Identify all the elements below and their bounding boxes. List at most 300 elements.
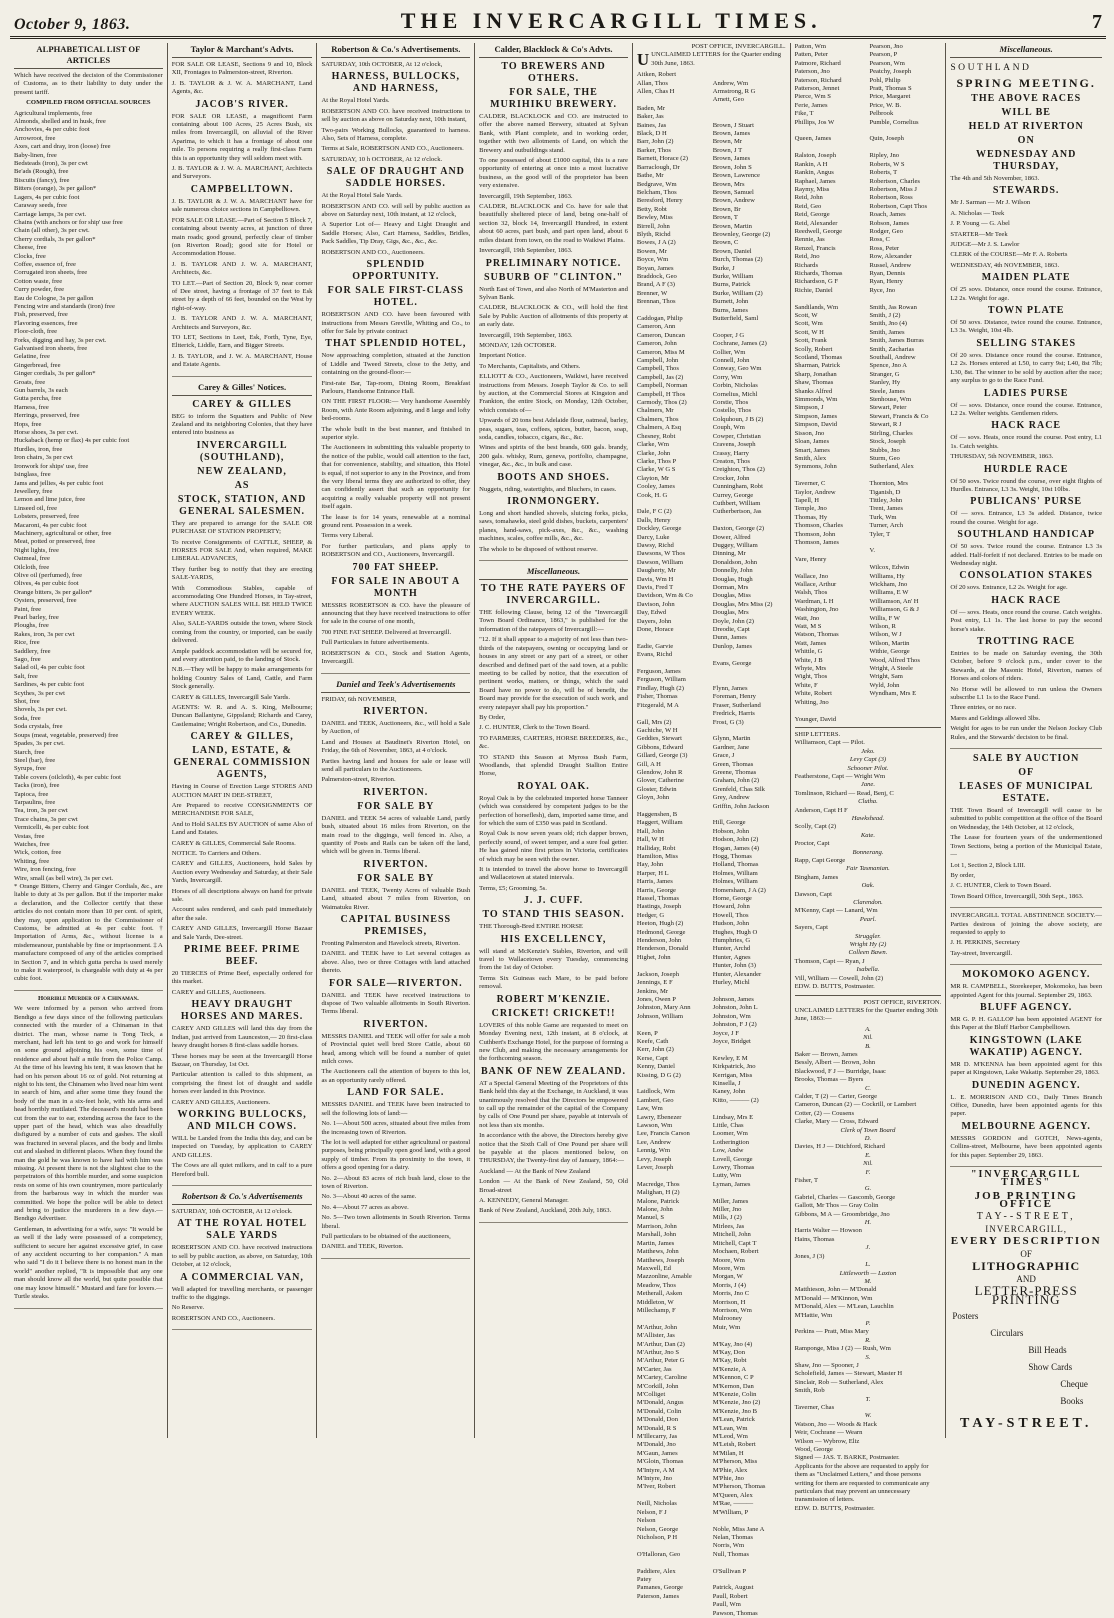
tariff-item: Paint, free — [14, 605, 42, 613]
race-line: CONSOLATION STAKES — [959, 570, 1093, 582]
addressee-name: Stewart, Peter — [869, 404, 907, 412]
addressee-name: Reid, Jno — [794, 253, 820, 261]
daniel-teek-ads — [321, 696, 470, 1259]
addressee-name: O'Sullivan P — [712, 1567, 746, 1575]
addressee-name — [637, 962, 710, 970]
addressee-name: M'Lean, Wm — [712, 1424, 748, 1432]
tariff-item: Scythes, 3s per cwt — [14, 689, 65, 697]
tariff-item: Cherry cordials, 3s per gallon* — [14, 235, 96, 243]
addressee-name: O'Halloran, Geo — [636, 1550, 681, 1558]
misc-paragraph: Gentleman, in advertising for a wife, says: "It would be as well if the lady were possessed of a competency, sufficient to secure her against excessive grief, in case of any accident occurring to her companion." A man who said "I do it I believe there is no honest man in the world" another replied, "It is impossible that any one man should know all the world, but quite possible that one may know himself." Mustard and fare for lovers.—Turtle steaks. — [14, 1225, 163, 1301]
ad-paragraph: ROBERT M'KENZIE. — [496, 993, 611, 1005]
ship-letters-heading: SHIP LETTERS. — [794, 730, 841, 738]
race-title: SPRING MEETING. — [956, 76, 1096, 90]
addressee-name: Allen, Chas H — [636, 88, 675, 96]
addressee-name: V. — [869, 547, 875, 555]
tariff-item: Pearl barley, free — [14, 614, 59, 621]
addressee-name — [869, 472, 941, 480]
race-line: JUDGE—Mr J. S. Lawlor — [950, 241, 1020, 249]
addressee-name — [869, 295, 941, 303]
ad-paragraph: HARNESS, BULLOCKS, AND HARNESS, — [331, 71, 460, 95]
addressee-name: Hughes, Hugh O — [712, 928, 758, 936]
addressee-name: Tyler, T — [869, 530, 891, 538]
addressee-name: Cameron, Miss M — [636, 348, 685, 356]
ad-paragraph: RIVERTON. — [363, 705, 429, 717]
tariff-item: Rice, free — [14, 639, 40, 647]
addressee-name: Douglas, Hugh — [712, 575, 753, 583]
addressee-name: Whiting, Jno — [794, 698, 829, 706]
ad-paragraph: First-rate Bar, Tap-room, Dining Room, Breakfast Parlours, Handsome Entrance Hall. — [321, 379, 471, 395]
addressee-name: Flynn, James — [712, 684, 748, 692]
letter-entry: M. — [864, 1277, 872, 1285]
addressee-name: Lever, Joseph — [636, 1164, 674, 1172]
ad-paragraph: Ample paddock accommodation will be secured for, and every attention paid, to the landing of Stock. — [171, 647, 313, 663]
agency-line: BLUFF AGENCY. — [980, 1001, 1073, 1013]
ad-paragraph: CALDER, BLACKLOCK & CO., will hold the first Sale by Public Auction of allotments of this property at an early date. — [479, 304, 628, 329]
addressee-name: Brown, Lawrence — [712, 172, 760, 180]
addressee-name: Turk, Wm — [869, 513, 897, 521]
race-line: HELD AT RIVERTON — [968, 121, 1084, 132]
ad-paragraph: CAREY and GILLES, Auctioneers, hold Sales by Auction every Wednesday and Saturday, at their Sale Yards, Invercargill. — [171, 860, 313, 885]
addressee-name: Jackson, Joseph — [636, 970, 680, 978]
addressee-name: Robertson, Capt Thos — [869, 202, 928, 210]
ad-paragraph: Town Board Office, Invercargill, 30th Sept., 1863. — [950, 892, 1084, 900]
addressee-name: Boyce, Wm — [636, 256, 669, 264]
addressee-name: Hunter, Archd — [712, 945, 751, 953]
addressee-name: Lindsay, Mrs E — [712, 1113, 754, 1121]
addressee-name: Kitto, ——— (2) — [712, 1096, 759, 1104]
addressee-name: M'Leish, Robert — [712, 1441, 756, 1449]
ad-paragraph: FOR SALE—RIVERTON. — [329, 977, 463, 989]
addressee-name: Price, W. B. — [869, 101, 902, 109]
addressee-name: Nicholson, P H — [636, 1533, 678, 1541]
tariff-item: Hops, free — [14, 420, 42, 428]
letter-entry: Vill, William — Cowell, John (2) — [794, 974, 884, 982]
addressee-name: Cook, H. G — [636, 491, 668, 499]
job-of: OF — [1020, 1248, 1032, 1259]
addressee-name: Caddogan, Philip — [636, 315, 683, 322]
addressee-name: Lee, Andrew — [636, 1138, 671, 1146]
addressee-name: Brownley, George (2) — [712, 230, 771, 238]
column-5 — [633, 43, 791, 1617]
addressee-name: Jennings, E F — [636, 979, 673, 987]
addressee-name: Nelson, F J — [636, 1508, 667, 1516]
addressee-name: Robertson, Charles — [869, 177, 920, 185]
addressee-name: Smith, James Burras — [869, 337, 924, 345]
addressee-name: M'Iver, Robert — [636, 1483, 676, 1491]
murder-story — [14, 995, 163, 1309]
addressee-name: Lambert, Geo — [636, 1096, 674, 1104]
addressee-name: Shaw, Thomas — [794, 379, 834, 387]
addressee-name: M'Leod, Wm — [712, 1433, 748, 1441]
ad-paragraph: The Lease for fourteen years of the undermentioned Town Sections, being a portion of the Municipal Estate,— — [950, 834, 1103, 859]
addressee-name: Williamson, G & J — [869, 606, 919, 614]
addressee-name: Williams, Hy — [869, 572, 905, 580]
unclaimed-letters-heading — [637, 51, 786, 68]
tariff-item: Rakes, iron, 3s per cwt — [14, 630, 75, 638]
addressee-name: Neill, Nicholas — [636, 1500, 677, 1508]
addressee-name: Johnson, James — [712, 995, 754, 1003]
addressee-name: Taylor, Andrew — [794, 488, 836, 496]
addressee-name: Simpson, David — [794, 421, 838, 429]
addressee-name: M'William, P — [712, 1508, 749, 1516]
addressee-name: M'Carter, Jas — [636, 1365, 672, 1373]
addressee-name: Manuel, S — [636, 1214, 664, 1222]
addressee-name: Spence, Jno A — [869, 362, 907, 370]
addressee-name — [713, 1332, 786, 1340]
letter-entry: EDW. D. BUTTS, Postmaster. — [794, 1504, 875, 1512]
ad-paragraph: ROYAL OAK. — [517, 780, 590, 792]
addressee-name: Kerrigan, Miss — [712, 1071, 753, 1079]
addressee-name: Douglas, Mrs Miss (2) — [712, 600, 773, 608]
addressee-name: M'Gaun, James — [636, 1449, 678, 1457]
job-every: EVERY DESCRIPTION — [950, 1235, 1102, 1248]
addressee-name: Simpson, James — [794, 412, 838, 420]
addressee-name: Eadie, Garvie — [636, 642, 674, 650]
ad-paragraph: OF — [1018, 767, 1035, 779]
addressee-name: M'Kernon, Dan — [712, 1382, 754, 1390]
addressee-name: Noble, Miss Jane A — [712, 1525, 765, 1533]
tariff-item: Saddlery, free — [14, 647, 51, 655]
addressee-name: Lyman, James — [712, 1180, 751, 1188]
letter-entry: Fair Tasmanian. — [846, 865, 890, 873]
addressee-name: Richards — [794, 261, 819, 269]
job-and: AND — [1016, 1273, 1036, 1284]
ad-paragraph: 20 TIERCES of Prime Beef, especially ordered for this market. — [171, 970, 313, 986]
addressee-name — [637, 1492, 710, 1500]
letter-entry: Harris Walter — Howson — [794, 1227, 862, 1235]
letter-entry: H. — [864, 1219, 872, 1227]
tariff-item: Steel (bar), free — [14, 756, 56, 764]
addressee-name: Martin, James — [636, 1239, 675, 1247]
addressee-name: M'Gloin, Thomas — [636, 1458, 684, 1466]
addressee-name: Fraser, Sutherland — [712, 701, 761, 709]
letter-entry: Oak. — [861, 882, 875, 890]
addressee-name: Howell, Thos — [712, 911, 749, 919]
ad-paragraph: IRONMONGERY. — [507, 496, 600, 508]
addressee-name: Haggert, William — [636, 819, 683, 827]
tariff-notes: * Orange Bitters, Cherry and Ginger Cordials, &c., are liable to duty at 3s per gallon. But if the importer make a declaration, and the Collector certify that these articles do not contain more than 10 per cent. of spirit, they may, upon application to the Commissioner of Customs, be admitted at 4s per cubic foot. † Importation of Arms, &c., without license is a misdemeanour, punishable by fine or imprisonment. ‡ A manufacture composed of any of the articles comprised in Section 7, and in which gutta percha is used merely to make it waterproof, is chargeable with duty at 4s per cubic foot. — [14, 883, 163, 983]
ad-paragraph: LOVERS of this noble Game are requested to meet on Monday Evening next, 12th instant, at 8 o'clock, at Cuthbert's Exchange Hotel, for the purpose of forming a new Club, and making the necessary arrangements for the forthcoming season. — [479, 1021, 628, 1063]
agency-line: MOKOMOKO AGENCY. — [961, 969, 1091, 981]
addressee-name: Dawsons, W Thos — [636, 550, 686, 558]
ad-paragraph: BOOTS AND SHOES. — [497, 471, 610, 483]
addressee-name: Patrick, August — [712, 1584, 754, 1592]
addressee-name: Heeton, Hugh (2) — [636, 920, 684, 928]
letter-entry: Wood, George — [794, 1446, 833, 1454]
addressee-name: Currey, George — [712, 491, 754, 499]
issue-date: October 9, 1863. — [14, 16, 131, 33]
letter-entry: Watson, Jno — Woods & Hack — [794, 1420, 877, 1428]
ad-paragraph: They are prepared to arrange for the SALE OR PURCHASE OF STATION PROPERTY; — [171, 519, 313, 536]
race-line: HACK RACE — [991, 420, 1062, 432]
addressee-name: Hunter, John (3) — [712, 962, 756, 970]
post-office-label: POST OFFICE, INVERCARGILL. — [691, 43, 786, 50]
murder-story-body: We were informed by a person who arrived from Bendigo a few days since of the following particulars connected with the murder of a Chinaman in that district. The man, whose name is Tong Teck, a merchant, had left his tent to go and work for himself on some ground adjoining his own, some time of residence and about half a mile from the Police Camp. At the time of his leaving his tent, it was known that he had on his person about 16 oz of gold. Not returning at night to his tent, the Chinamen who lived near him went in search of him, and after some time they found the body of the man in a six-feet hole, with his arms and head horribly mutilated. The deceased's mouth had been cut from the ear to ear, extending across the face to the upper part of the head, which was also dreadfully disfigured by a number of cuts and gashes. The skull was fractured in several places, and the body and limbs cut and slashed in different places. When they found the man the gold he was known to have had with him was missing. At present there is not the slightest clue to the perpetrators of this horrible murder, and some suspicion rests on some of his own countrymen, more particularly from the barbarous way in which the murder was committed. We hope the police will be able to detect and bring to justice the murderers in a few days.—Bendigo Advertiser. — [14, 1005, 163, 1223]
addressee-name: Stranger, G — [869, 370, 900, 378]
ad-paragraph: J. B. TAYLOR & J. W. A. MARCHANT have for sale numerous choice sections in Campbelltown. — [171, 197, 313, 214]
tariff-item: Orange bitters, 3s per gallon* — [14, 588, 93, 596]
addressee-name: M'Intyre, Jno — [636, 1475, 673, 1483]
addressee-name: Foreman, Henry — [712, 693, 756, 701]
race-line: TOWN PLATE — [987, 305, 1065, 317]
addressee-name: Ferguson, William — [636, 676, 686, 684]
addressee-name: Johnston, Mary Ann — [636, 1004, 691, 1012]
addressee-name: Brown, J Stuart — [712, 121, 754, 129]
addressee-name — [637, 307, 710, 315]
ad-paragraph: AT THE ROYAL HOTEL SALE YARDS — [177, 1218, 307, 1242]
addressee-name: Morgan, W — [712, 1273, 743, 1281]
tariff-item: Salt, free — [14, 672, 38, 680]
addressee-name: Brown, Mrs — [712, 180, 745, 188]
ad-paragraph: PRELIMINARY NOTICE. — [485, 257, 622, 269]
ad-paragraph: J. C. HUNTER, Clerk to Town Board. — [950, 882, 1052, 890]
job-street: TAY--STREET, — [976, 1210, 1076, 1222]
letter-entry: Dawson, Capt — [794, 890, 832, 898]
addressee-name: Sutherland, Alex — [869, 463, 914, 471]
ad-paragraph: FOR SALE FIRST-CLASS HOTEL. — [327, 285, 464, 309]
addressee-name: Beresford, Henry — [636, 197, 683, 205]
race-line: Entries to be made on Saturday evening, the 30th October, before 9 o'clock p.m., under cover to the Stewards, at the Masonic Hotel, Riverton, names of Horses and colors of riders. — [950, 650, 1103, 683]
addressee-name — [795, 707, 867, 715]
addressee-name: M'Kenzie, Jno B — [712, 1407, 757, 1415]
addressee-name: Chalmers, Thos — [636, 415, 679, 423]
ad-paragraph: Royal Oak is by the celebrated imported horse Tanneer (which was considered by competent judges to be the perfection of horseflesh), dam, imported same time, and for which the sum of £350 was paid in Scotland. — [479, 794, 628, 827]
tariff-item: Groats, free — [14, 378, 46, 386]
addressee-name: Mazzonline, Amable — [636, 1273, 692, 1281]
addressee-name: Simmonds, Wm — [794, 396, 838, 404]
addressee-name: Hogan, James (4) — [712, 844, 760, 852]
addressee-name: Stubbs, Jno — [869, 446, 900, 454]
addressee-name: Reid, Geo — [794, 202, 822, 210]
addressee-name: Johnston, F J (2) — [712, 1021, 757, 1029]
addressee-name: Burns, James — [712, 306, 748, 314]
addressee-name: Richards, Thomas — [794, 269, 843, 277]
addressee-name: Wilson, W J — [869, 631, 902, 639]
tariff-item: Agricultural implements, free — [14, 109, 93, 117]
addressee-name: Rodger, Geo — [869, 227, 903, 235]
addressee-name: Griffin, John Jackson — [712, 802, 770, 810]
ad-paragraph: J. B. TAYLOR & J. W. A. MARCHANT, Architects and Surveyors. — [171, 165, 313, 181]
tariff-item: Lagers, 4s per cubic foot — [14, 193, 80, 201]
letter-entry: Thomson, Capt — Ryan, J — [794, 957, 865, 965]
addressee-name: Levy, Joseph — [636, 1155, 672, 1163]
tariff-item: Gelatine, free — [14, 353, 50, 361]
addressee-name — [795, 144, 867, 152]
ad-paragraph: No. 4—About 77 acres as above. — [321, 1203, 409, 1211]
letter-entry: Taverner, Chas — [794, 1404, 835, 1411]
addressee-name: Burke, William — [712, 272, 754, 280]
addressee-name: Jones, Owen P — [636, 995, 676, 1003]
tariff-item: Be'ads (Rough), free — [14, 168, 69, 176]
tariff-item: Oilcloth, free — [14, 563, 50, 571]
addressee-name: Hunter, Alexander — [712, 970, 762, 978]
ad-paragraph: RIVERTON. — [363, 786, 429, 798]
letter-entry: G. — [864, 1185, 872, 1193]
murder-story-title: Horrible Murder of a Chinaman. — [37, 994, 139, 1002]
addressee-name — [713, 1189, 786, 1197]
addressee-name: Lutty, Wm — [712, 1172, 742, 1180]
addressee-name: Gall, Mrs (2) — [636, 718, 672, 726]
ad-paragraph: ROBERTSON AND CO., Auctioneers. — [171, 1314, 275, 1322]
ad-paragraph: RIVERTON. — [363, 1018, 429, 1030]
ad-paragraph: TO STAND this Season at Myross Bush Farm, Woodlands, that splendid Draught Stallion Entire Horse, — [479, 753, 628, 778]
newspaper-title: THE INVERCARGILL TIMES. — [400, 8, 822, 33]
tariff-item: Herrings, preserved, free — [14, 412, 80, 420]
addressee-name: M'Milan, H — [712, 1449, 744, 1457]
addressee-name: M'Arthur, Peter G — [636, 1357, 685, 1365]
addressee-name: Whittle, G — [794, 648, 823, 656]
addressee-name: Pearson, Jno — [869, 43, 903, 50]
race-line: Of 50 sovs. Twice round the course. Entrance L3 3s added. Half-forfeit if not declared. Entries to be made on Wednesday night. — [950, 543, 1103, 567]
addressee-name: M'Donald, Jno — [636, 1441, 676, 1449]
job-banner: "INVERCARGILL TIMES" — [970, 1169, 1082, 1189]
addressee-name: Wardman, L H — [794, 597, 834, 605]
tariff-list-heading: ALPHABETICAL LIST OF ARTICLES — [14, 43, 163, 69]
addressee-name: Creighton, Thos (2) — [712, 466, 765, 474]
addressee-name: Scotland, Thomas — [794, 354, 843, 362]
addressee-name: Wilson, R — [869, 623, 896, 631]
addressee-name: Roberts, W S — [869, 160, 905, 168]
addressee-name — [637, 96, 710, 104]
addressee-name: M'Donald, R S — [636, 1424, 677, 1432]
letter-entry: Cameron, Duncan (2) — Cockrill, or Lambert — [794, 1101, 917, 1109]
spring-meeting-ad — [950, 61, 1102, 749]
letter-entry: Nil. — [863, 1160, 873, 1168]
addressee-name: Keefe, Cath — [636, 1037, 669, 1045]
addressee-name: Cochrane, James (2) — [712, 340, 767, 348]
addressee-name: Marshall, John — [636, 1231, 677, 1239]
job-letterpress: LETTER-PRESS PRINTING — [974, 1283, 1078, 1307]
addressee-name: Davis, Fred T — [636, 584, 674, 591]
addressee-name: Low, Andw — [712, 1147, 744, 1155]
masthead — [10, 4, 1106, 39]
ad-paragraph: Auckland — At the Bank of New Zealand — [479, 1167, 591, 1175]
letter-entry: Brooks, Thomas — Byers — [794, 1076, 864, 1084]
ad-paragraph: Terms at Sale, ROBERTSON AND CO., Auctioneers. — [321, 145, 464, 153]
addressee-name: Brown, Andrew — [712, 197, 755, 205]
letter-entry: Smith, Rob — [794, 1387, 825, 1395]
tariff-item: Oysters, preserved, free — [14, 597, 77, 605]
riverton-post-office-label: POST OFFICE, RIVERTON. — [863, 998, 942, 1006]
divider — [795, 727, 942, 728]
addressee-name: White, J B — [794, 656, 823, 664]
addressee-name: Watt, James — [794, 639, 827, 647]
addressee-name: Hudson, John — [712, 920, 750, 928]
addressee-name: Couph, Wm — [712, 424, 745, 432]
addressee-name: Brenner, W — [636, 289, 668, 297]
ad-paragraph: Invercargill, 19th September, 1863. — [479, 247, 573, 255]
addressee-name: Aitken, Robert — [636, 71, 677, 79]
addressee-name — [713, 1517, 786, 1525]
addressee-name: Brown, John S — [712, 163, 752, 171]
ad-paragraph: ON THE FIRST FLOOR:— Very handsome Assembly Room, with Ante Room adjoining, and 8 large and lofty bed-rooms. — [321, 398, 471, 423]
letter-entry: T. — [865, 1395, 871, 1403]
addressee-name — [637, 1080, 710, 1088]
job-product: Show Cards — [1028, 1361, 1073, 1372]
addressee-name: Bewley, Miss — [636, 214, 673, 222]
addressee-name: Ferguson, James — [636, 668, 681, 676]
race-line: WILL BE — [1001, 107, 1051, 118]
addressee-name: Campbell, Jas (2) — [636, 373, 684, 381]
agency-line: MR D. M'KENNA has been appointed agent for this paper at Kingstown, Lake Wakatip. September 29, 1863. — [950, 1060, 1103, 1077]
ad-paragraph: CAREY AND GILLES, Auctioneers. — [171, 1098, 271, 1106]
tariff-item: Chains (with anchors or for ship' use free — [14, 218, 123, 226]
ad-paragraph: PRIME BEEF. PRIME BEEF. — [183, 944, 301, 968]
job-footer: TAY-STREET. — [960, 1415, 1093, 1431]
tariff-item: Almonds, shelled and in husk, free — [14, 118, 106, 126]
addressee-name: Blyth, Richd — [636, 230, 671, 238]
addressee-name: Cameron, John — [636, 340, 677, 348]
addressee-name: M'Arthur, Dan (2) — [636, 1340, 685, 1348]
tariff-item: Vestas, free — [14, 832, 45, 840]
addressee-name: M'Kennon, C P — [712, 1374, 754, 1382]
addressee-name: Gloyn, John — [636, 794, 670, 802]
addressee-name: Fitzgerald, M A — [636, 701, 679, 709]
addressee-name: Thomson, James — [794, 538, 839, 546]
tariff-item: Lobsters, preserved, free — [14, 513, 80, 521]
addressee-name: Brown, T — [712, 214, 738, 222]
addressee-name: M'Illecarry, Jas — [636, 1433, 678, 1441]
addressee-name: Cravens, Joseph — [712, 441, 756, 449]
names-left — [795, 43, 867, 724]
addressee-name: Graham, John (2) — [712, 777, 760, 785]
agency-line: MELBOURNE AGENCY. — [961, 1120, 1091, 1132]
addressee-name: Row, Alexander — [869, 253, 912, 261]
addressee-name — [637, 500, 710, 508]
addressee-name: Hall, John — [636, 827, 664, 835]
taylor-marchant-ads — [172, 61, 313, 377]
addressee-name: Morrison, H — [712, 1298, 746, 1306]
tariff-item: Oatmeal, free — [14, 555, 50, 563]
ad-paragraph: The Auctioneers call the attention of buyers to this lot, as an opportunity rarely offered. — [321, 1068, 471, 1084]
addressee-name: Maxwell, Ed — [636, 1264, 671, 1272]
addressee-name: Brand, A F (3) — [636, 281, 675, 289]
addressee-name: Watt, Jno — [794, 614, 820, 622]
addressee-name: Wright, A Steele — [869, 665, 913, 673]
ad-paragraph: Horses of all descriptions always on hand for private sale. — [171, 887, 313, 904]
letter-entry: Jones, J (3) — [794, 1252, 825, 1260]
addressee-name: Mulrooney — [712, 1315, 743, 1323]
letter-entry: Sinclair, Rob — Sutherland, Alex — [794, 1378, 884, 1386]
addressee-name: Baker, Jas — [636, 113, 664, 121]
letter-entry: M'Donald — M'Kinnon, Wm — [794, 1294, 873, 1302]
letter-entry: S. — [865, 1353, 871, 1361]
tariff-item: Galvanised iron sheets, free — [14, 345, 88, 352]
addressee-name — [713, 676, 786, 684]
letter-entry: C. — [864, 1084, 871, 1092]
addressee-name: Steele, James — [869, 387, 905, 395]
addressee-name: M'Arthur, John — [636, 1323, 678, 1331]
addressee-name: Burke, William (2) — [712, 289, 763, 297]
race-line: Of — sovs. Heats, once round the course. Catch weights. Post entry, L1 1s. The last horse to pay the second horse's stake. — [950, 608, 1103, 633]
race-line: Of 25 sovs. Distance, once round the course. Entrance, L2 2s. Weight for age. — [950, 286, 1103, 302]
addressee-name: Nelson — [636, 1517, 656, 1525]
addressee-name — [795, 472, 867, 480]
unclaimed-letters-list-continued — [795, 43, 942, 724]
addressee-name: Brown, James — [712, 130, 751, 138]
addressee-name: Malone, Patrick — [636, 1197, 680, 1205]
addressee-name: Collier, Wm — [712, 348, 746, 356]
addressee-name: Paterson, Jno — [794, 68, 830, 76]
ad-paragraph: AGENTS: W. R. and A. S. King, Melbourne; Duncan Ballantyne, Gippsland; Richards and Carey, Castlemaine; Wright Robertson, and Co., Dunedin. — [171, 703, 313, 728]
addressee-name: M'Lean, Patrick — [712, 1416, 755, 1424]
ad-paragraph: CAREY & GILLES, — [190, 731, 294, 743]
addressee-name: Rennie, Jas — [794, 236, 825, 244]
letter-entry: Bessly, Albert — Brown, John — [794, 1059, 876, 1067]
ad-paragraph: FOR SALE OR LEASE, Sections 9 and 10, Block XII, Frontages to Palmerston-street, Riverton. — [171, 61, 313, 77]
addressee-name: Corstie, Thos — [712, 399, 749, 407]
